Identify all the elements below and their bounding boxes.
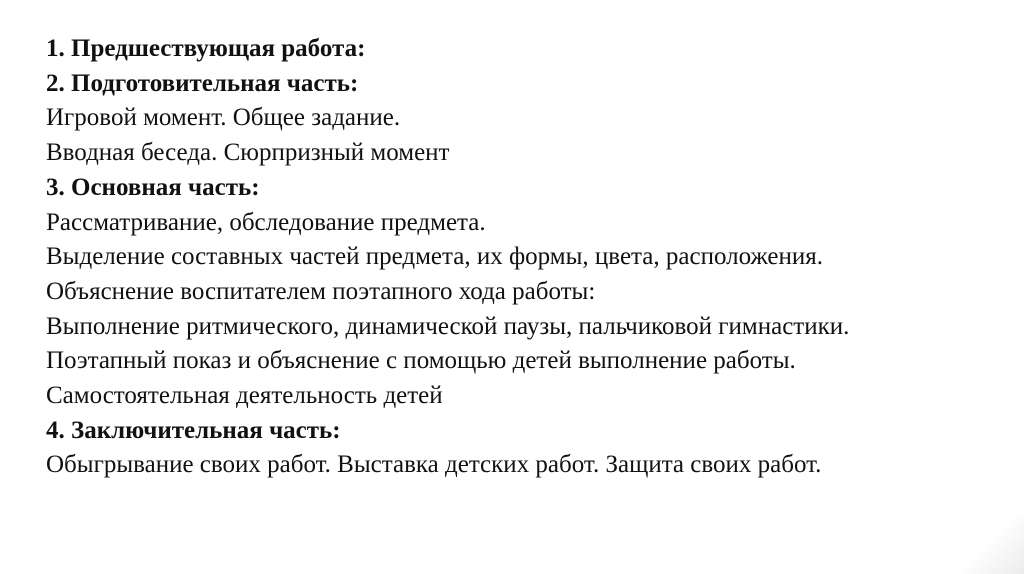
section-heading-preliminary: 1. Предшествующая работа: bbox=[46, 35, 366, 62]
text-line: Вводная беседа. Сюрпризный момент bbox=[46, 139, 450, 167]
text-line: Игровой момент. Общее задание. bbox=[46, 104, 401, 132]
slide-content bbox=[46, 32, 1014, 483]
section-heading-main: 3. Основная часть: bbox=[46, 173, 260, 201]
text-line: Выполнение ритмического, динамической паузы, пальчиковой гимнастики. bbox=[46, 312, 850, 340]
text-line: Обыгрывание своих работ. Выставка детских работ. Защита своих работ. bbox=[46, 451, 822, 479]
text-line: Самостоятельная деятельность детей bbox=[46, 382, 443, 410]
corner-shading bbox=[944, 514, 1024, 574]
section-heading-preparatory: 2. Подготовительная часть: bbox=[46, 69, 359, 97]
text-line: Рассматривание, обследование предмета. bbox=[46, 208, 486, 236]
text-line: Поэтапный показ и объяснение с помощью детей выполнение работы. bbox=[46, 347, 796, 375]
text-line: Объяснение воспитателем поэтапного хода работы: bbox=[46, 277, 596, 305]
text-line: Выделение составных частей предмета, их формы, цвета, расположения. bbox=[46, 243, 824, 271]
section-heading-final: 4. Заключительная часть: bbox=[46, 416, 341, 444]
